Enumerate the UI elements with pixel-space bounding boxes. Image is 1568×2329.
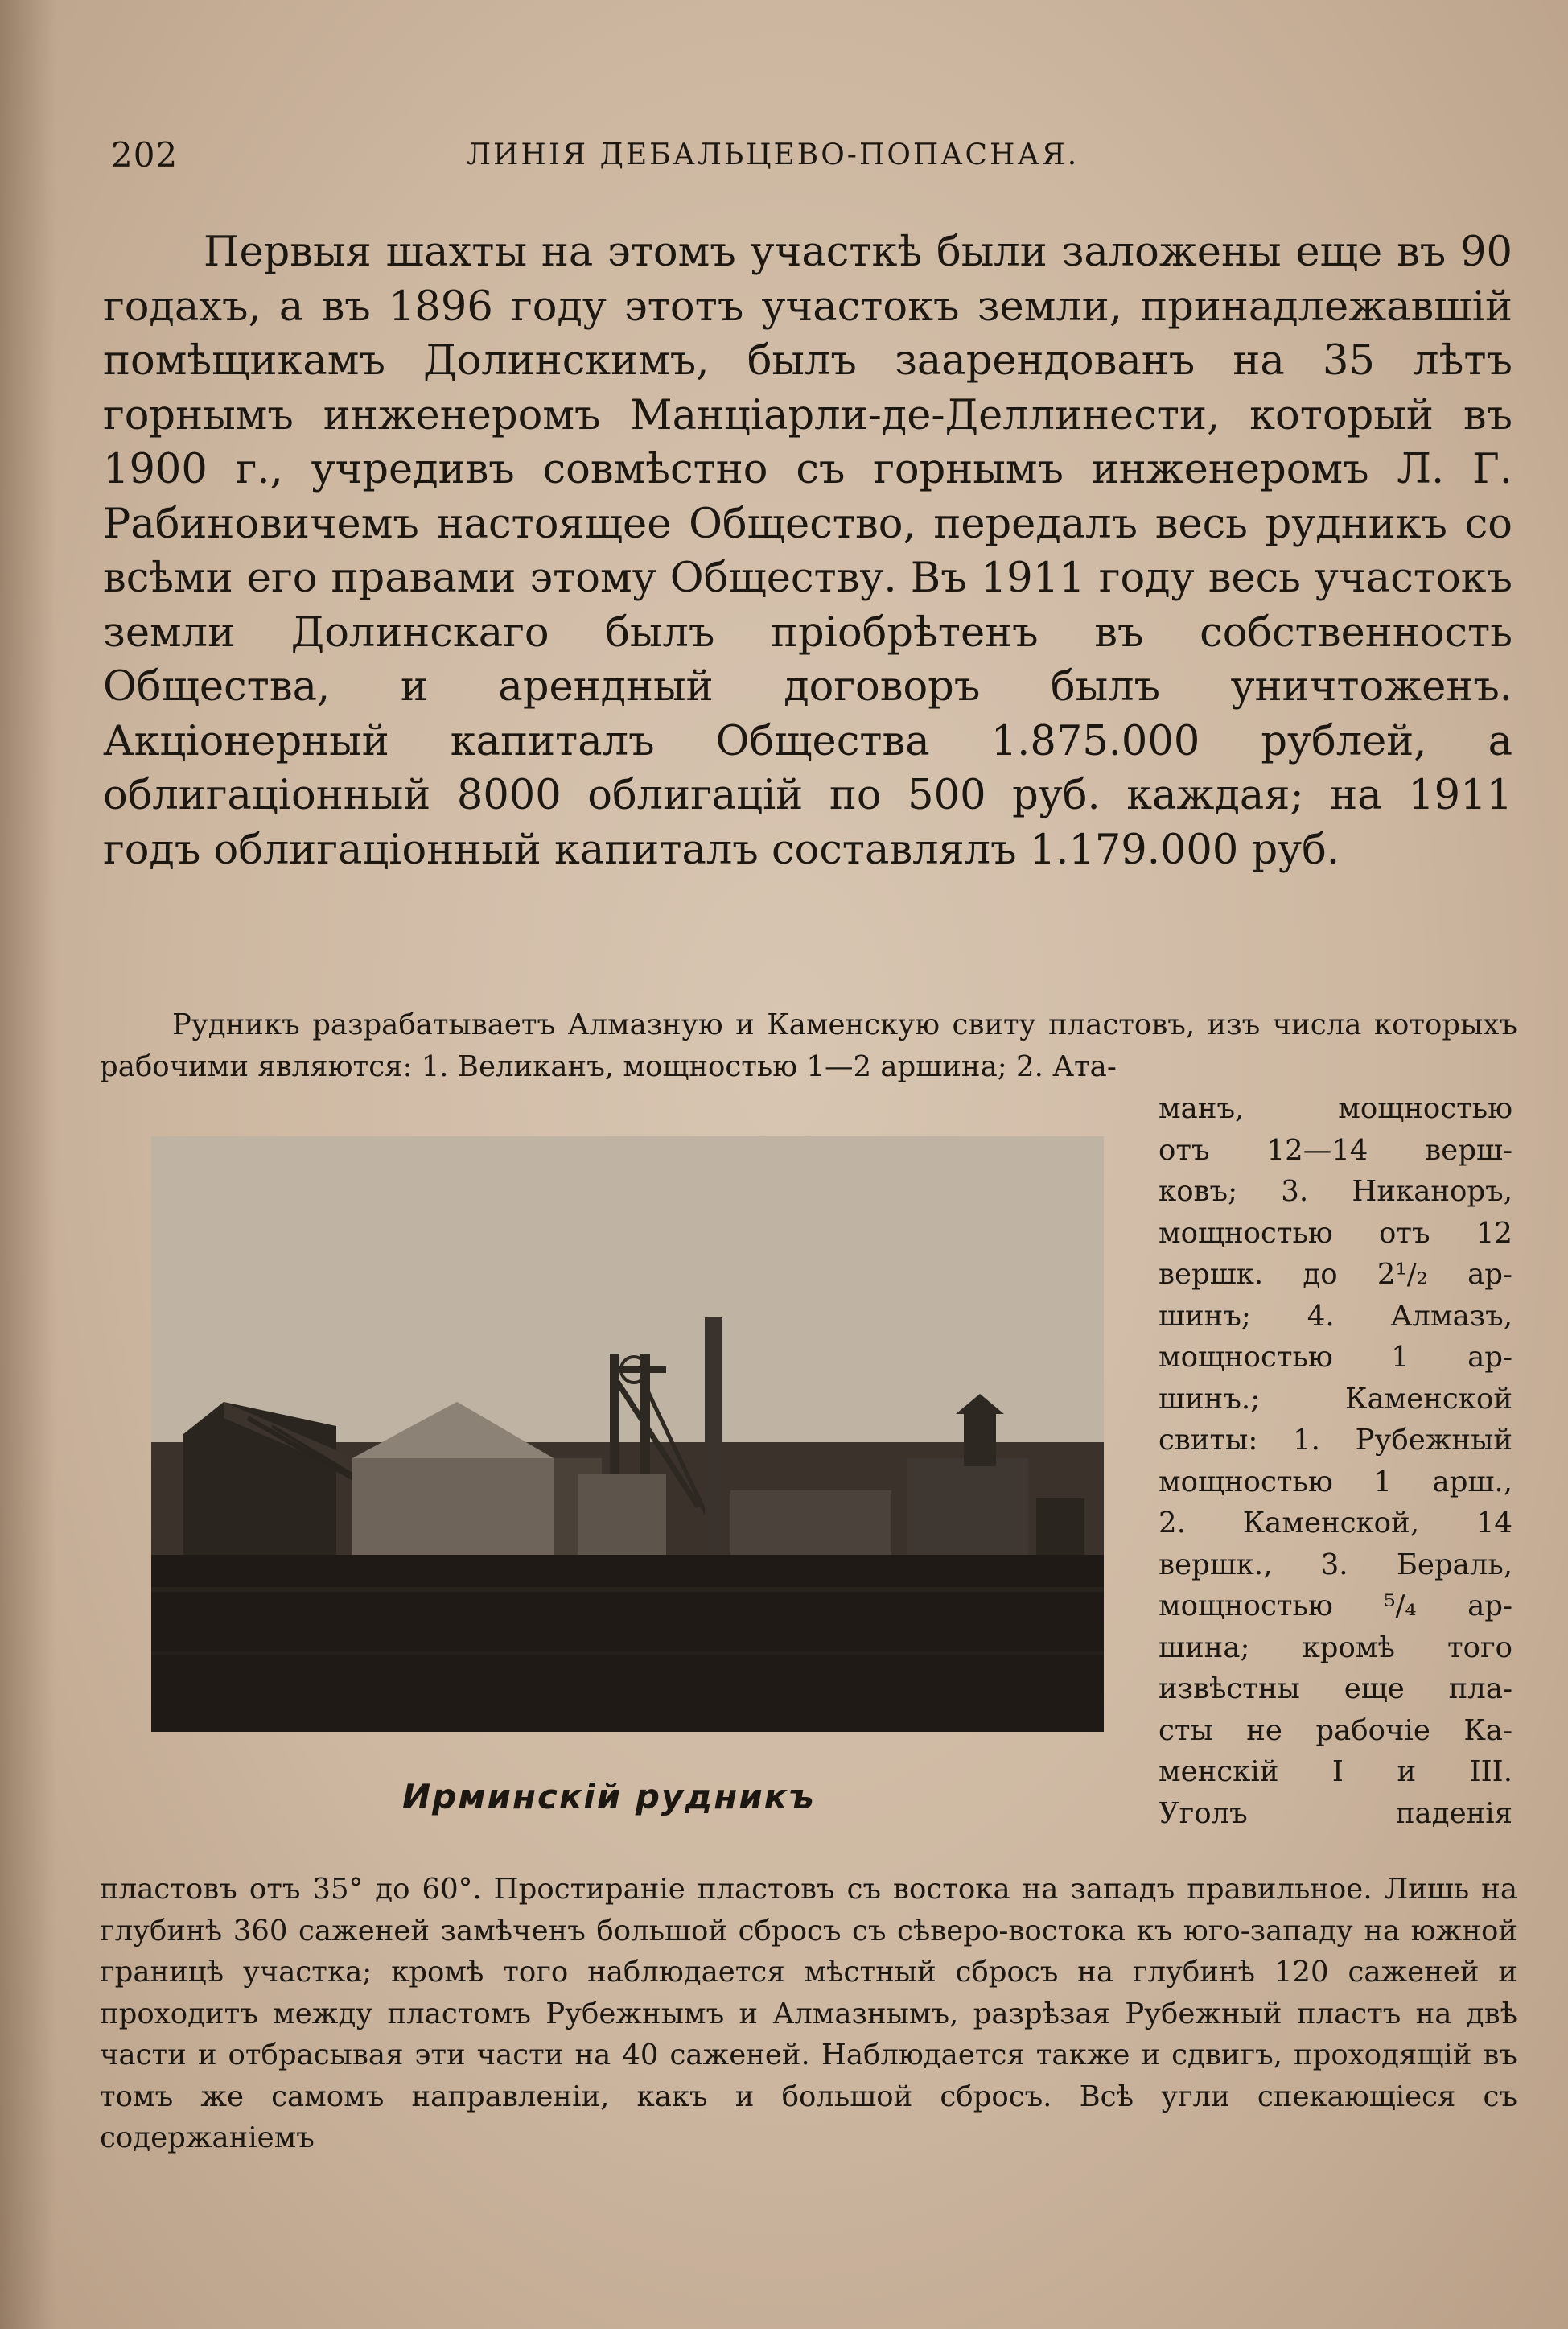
page-edge-shadow (0, 0, 56, 2329)
side-column-line: отъ 12—14 верш- (1159, 1133, 1512, 1167)
side-column-line: свиты: 1. Рубежный (1159, 1424, 1512, 1457)
side-column-line: вершк., 3. Бераль, (1159, 1548, 1512, 1581)
mine-photograph-drawing (151, 1136, 1104, 1732)
side-column-line: шинъ.; Каменской (1159, 1382, 1512, 1416)
lead-paragraph: Первыя шахты на этомъ участкѣ были заложены еще въ 90 годахъ, а въ 1896 году этотъ участокъ земли, принадлежавшій помѣщикамъ Долинскимъ, былъ заарендованъ на 35 лѣтъ горнымъ инженеромъ Манціарли-де-Деллинести, который въ 1900 г., учредивъ совмѣстно съ горнымъ инженеромъ Л. Г. Рабиновичемъ настоящее Общество, передалъ весь рудникъ со всѣми его правами этому Обществу. Въ 1911 году весь участокъ земли Долинскаго былъ пріобрѣтенъ въ собственность Общества, и арендный договоръ былъ уничтоженъ. Акціонерный капиталъ Общества 1.875.000 рублей, а облигаціонный 8000 облигацій по 500 руб. каждая; на 1911 годъ облигаціонный капиталъ составлялъ 1.179.000 руб. (103, 229, 1512, 874)
side-column-line: менскій I и III. (1159, 1755, 1512, 1788)
side-column-line: сты не рабочіе Ка- (1159, 1713, 1512, 1747)
side-column-line: шинъ; 4. Алмазъ, (1159, 1299, 1512, 1333)
side-column-line: мощностью 1 арш., (1159, 1465, 1512, 1498)
side-column-line: мощностью отъ 12 (1159, 1216, 1512, 1250)
side-column-line: Уголъ паденія (1159, 1796, 1512, 1830)
photo-caption: Ирминскій рудникъ (402, 1777, 816, 1816)
page-number: 202 (111, 135, 179, 175)
side-column-line: ковъ; 3. Никаноръ, (1159, 1175, 1512, 1208)
running-title: ЛИНІЯ ДЕБАЛЬЦЕВО-ПОПАСНАЯ. (467, 138, 1080, 171)
side-column-line: шина; кромѣ того (1159, 1630, 1512, 1664)
side-column-line: манъ, мощностью (1159, 1092, 1512, 1125)
side-column-line: извѣстны еще пла- (1159, 1672, 1512, 1705)
side-column-text (1159, 1088, 1512, 1834)
side-column-line: вершк. до 2¹/₂ ар- (1159, 1258, 1512, 1291)
side-column-line: мощностью ⁵/₄ ар- (1159, 1589, 1512, 1622)
body-paragraph-top: Рудникъ разрабатываетъ Алмазную и Каменскую свиту пластовъ, изъ числа которыхъ рабочими являются: 1. Великанъ, мощностью 1—2 аршина; 2. Ата- (100, 1008, 1517, 1083)
mine-photograph (151, 1136, 1104, 1732)
side-column-line: 2. Каменской, 14 (1159, 1507, 1512, 1540)
side-column-line: мощностью 1 ар- (1159, 1341, 1512, 1374)
body-paragraph-bottom: пластовъ отъ 35° до 60°. Простираніе пластовъ съ востока на западъ правильное. Лишь на глубинѣ 360 саженей замѣченъ большой сбросъ съ сѣверо-востока къ юго-западу на южной границѣ участка; кромѣ того наблюдается мѣстный сбросъ на глубинѣ 120 саженей и проходитъ между пластомъ Рубежнымъ и Алмазнымъ, разрѣзая Рубежный пластъ на двѣ части и отбрасывая эти части на 40 саженей. Наблюдается также и сдвигъ, проходящій въ томъ же самомъ направленіи, какъ и большой сбросъ. Всѣ угли спекающіеся съ содержаніемъ (100, 1873, 1517, 2154)
